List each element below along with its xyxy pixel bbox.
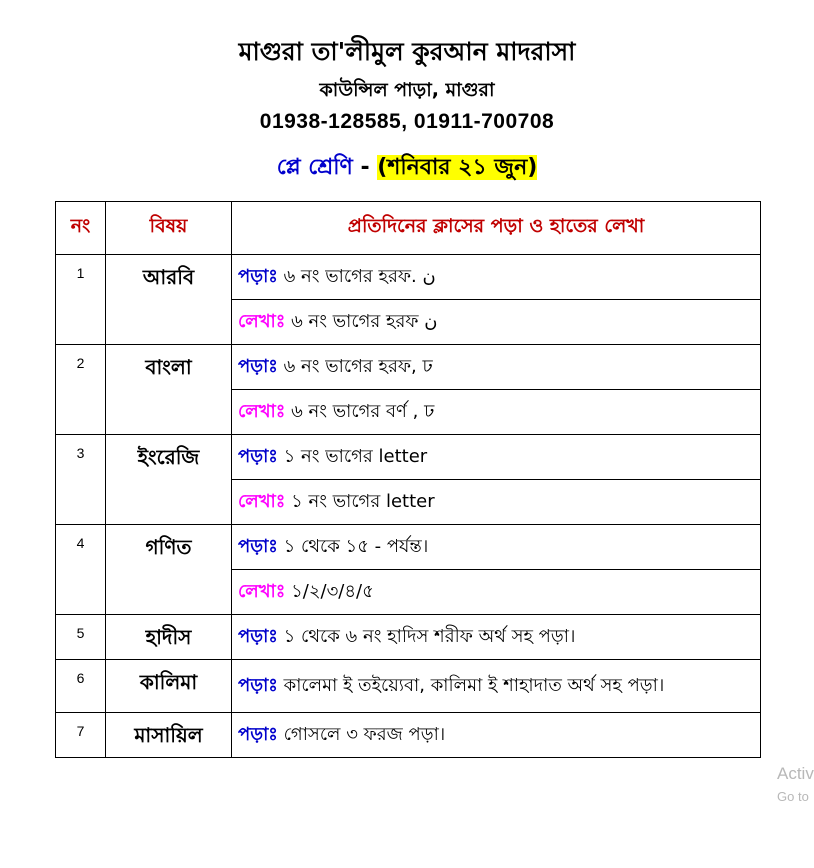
table-header-row: [56, 202, 761, 255]
subject-cell: আরবি: [106, 255, 232, 345]
reading-text: কালেমা ই তইয়্যেবা, কালিমা ই শাহাদাত অর্থ সহ পড়া।: [277, 674, 665, 696]
madrasa-name: মাগুরা তা'লীমুল কুরআন মাদরাসা: [238, 37, 576, 66]
activation-watermark-subtitle: Go to: [777, 789, 809, 804]
writing-text: ১/২/৩/৪/৫: [285, 580, 374, 602]
writing-text: ১ নং ভাগের letter: [285, 490, 435, 512]
subject-cell: বাংলা: [106, 345, 232, 435]
header-task: প্রতিদিনের ক্লাসের পড়া ও হাতের লেখা: [232, 202, 761, 255]
reading-label: পড়াঃ: [238, 674, 278, 696]
table-row: [56, 660, 761, 713]
reading-label: পড়াঃ: [238, 535, 278, 557]
reading-text: ১ থেকে ৬ নং হাদিস শরীফ অর্থ সহ পড়া।: [277, 625, 576, 647]
reading-text: গোসলে ৩ ফরজ পড়া।: [277, 723, 446, 745]
reading-label: পড়াঃ: [238, 265, 278, 287]
activation-watermark-title: Activ: [777, 764, 814, 783]
class-name: প্লে শ্রেণি: [276, 155, 353, 180]
reading-cell: [232, 435, 761, 480]
reading-cell: [232, 345, 761, 390]
reading-label: পড়াঃ: [238, 625, 278, 647]
row-number: 1: [56, 255, 106, 345]
header-no: নং: [56, 202, 106, 255]
reading-cell: [232, 525, 761, 570]
writing-cell: [232, 570, 761, 615]
class-date-heading: [0, 150, 814, 187]
heading-separator: -: [352, 155, 378, 180]
date-highlight: (শনিবার ২১ জুন): [377, 155, 538, 180]
reading-cell: [232, 615, 761, 660]
subject-cell: ইংরেজি: [106, 435, 232, 525]
writing-label: লেখাঃ: [238, 490, 286, 512]
phone-numbers: 01938-128585, 01911-700708: [259, 110, 555, 133]
table-row: [56, 713, 761, 758]
writing-cell: [232, 480, 761, 525]
table-row: [56, 525, 761, 570]
table-row: [56, 255, 761, 300]
header-subject: বিষয়: [106, 202, 232, 255]
row-number: 4: [56, 525, 106, 615]
address: কাউন্সিল পাড়া, মাগুরা: [319, 79, 495, 101]
writing-text: ৬ নং ভাগের হরফ ن: [285, 310, 438, 332]
subject-cell: গণিত: [106, 525, 232, 615]
row-number: 3: [56, 435, 106, 525]
reading-label: পড়াঃ: [238, 355, 278, 377]
reading-text: ৬ নং ভাগের হরফ. ن: [277, 265, 436, 287]
writing-text: ৬ নং ভাগের বর্ণ , ঢ: [285, 400, 435, 422]
reading-text: ১ নং ভাগের letter: [277, 445, 428, 467]
table-row: [56, 345, 761, 390]
writing-cell: [232, 390, 761, 435]
row-number: 6: [56, 660, 106, 713]
table-row: [56, 615, 761, 660]
reading-text: ৬ নং ভাগের হরফ, ঢ: [277, 355, 433, 377]
row-number: 7: [56, 713, 106, 758]
reading-text: ১ থেকে ১৫ - পর্যন্ত।: [277, 535, 429, 557]
subject-cell: হাদীস: [106, 615, 232, 660]
table-row: [56, 435, 761, 480]
reading-label: পড়াঃ: [238, 723, 278, 745]
reading-label: পড়াঃ: [238, 445, 278, 467]
subject-cell: কালিমা: [106, 660, 232, 713]
writing-cell: [232, 300, 761, 345]
writing-label: লেখাঃ: [238, 580, 286, 602]
row-number: 5: [56, 615, 106, 660]
writing-label: লেখাঃ: [238, 400, 286, 422]
reading-cell: [232, 713, 761, 758]
row-number: 2: [56, 345, 106, 435]
routine-table: [55, 201, 761, 758]
writing-label: লেখাঃ: [238, 310, 286, 332]
subject-cell: মাসায়িল: [106, 713, 232, 758]
reading-cell: [232, 660, 761, 713]
reading-cell: [232, 255, 761, 300]
